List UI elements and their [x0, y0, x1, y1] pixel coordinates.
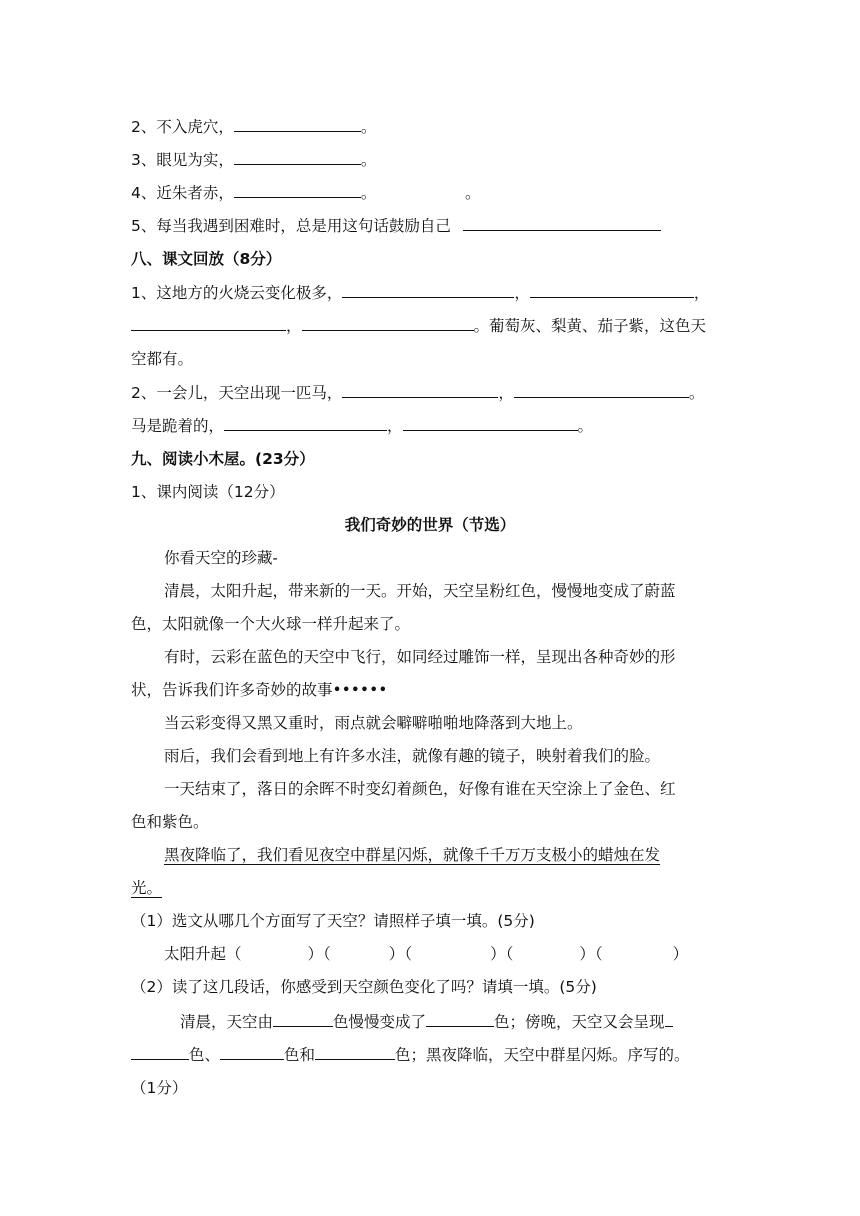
answer-blank[interactable]: [131, 316, 286, 331]
answer-blank[interactable]: [220, 1045, 284, 1060]
comma: ，: [498, 384, 514, 402]
reading-question-2: （2）读了这几段话，你感受到天空颜色变化了吗？请填一填。(5分): [131, 978, 597, 996]
reading-q2-line1: [180, 1012, 673, 1032]
answer-blank[interactable]: [342, 283, 514, 298]
paren-close: ）: [388, 945, 405, 963]
paren-close: ）: [579, 945, 595, 963]
paren-open: （: [594, 945, 603, 963]
recall-q2-line1: [131, 383, 704, 403]
recall-q1-line2: [131, 316, 706, 336]
reading-question-1: （1）选文从哪几个方面写了天空？请照样子填一填。(5分): [131, 912, 535, 930]
question-text: 色和: [284, 1046, 316, 1064]
paren-open: （: [505, 945, 514, 963]
passage-paragraph-underlined: 黑夜降临了，我们看见夜空中群星闪烁，就像千千万万支极小的蜡烛在发: [164, 846, 661, 864]
period: 。: [577, 417, 594, 435]
passage-paragraph: 雨后，我们会看到地上有许多水洼，就像有趣的镜子，映射着我们的脸。: [164, 747, 661, 765]
idiom-item-3: [131, 150, 376, 170]
answer-blank[interactable]: [463, 216, 661, 231]
recall-q2-line2: [131, 416, 593, 436]
period: 。: [688, 384, 705, 402]
reading-q2-line3: （1分）: [131, 1079, 188, 1097]
reading-q2-line2: [131, 1045, 690, 1065]
answer-blank[interactable]: [342, 383, 498, 398]
comma: ，: [387, 417, 403, 435]
recall-q1-line1: [131, 283, 709, 303]
question-text: 色；傍晚，天空又会呈现: [494, 1013, 665, 1031]
answer-blank[interactable]: [234, 150, 361, 165]
answer-blank[interactable]: [234, 117, 361, 132]
idiom-item-5: [131, 216, 661, 236]
paren-close: ）: [490, 945, 506, 963]
passage-paragraph: 当云彩变得又黑又重时，雨点就会噼噼啪啪地降落到大地上。: [164, 714, 583, 732]
question-text: 色、: [189, 1046, 221, 1064]
idiom-prefix: 4、近朱者赤，: [131, 184, 234, 202]
section-8-heading: 八、课文回放（8分）: [131, 250, 282, 268]
passage-paragraph: 色和紫色。: [131, 813, 209, 831]
idiom-item-4: [131, 183, 376, 203]
idiom-prefix: 3、眼见为实，: [131, 151, 234, 169]
example-label: 太阳升起（: [164, 945, 242, 963]
question-text: 2、一会儿，天空出现一匹马，: [131, 384, 343, 402]
question-text: 色；黑夜降临，天空中群星闪烁。序写的。: [395, 1046, 690, 1064]
answer-blank[interactable]: [131, 1045, 189, 1060]
question-text: 清晨，天空由: [180, 1013, 274, 1031]
comma: ，: [286, 317, 302, 335]
paren-close: ）: [307, 945, 324, 963]
question-text: 1、这地方的火烧云变化极多，: [131, 284, 343, 302]
stray-period: 。: [465, 184, 481, 202]
idiom-suffix: 。: [360, 118, 377, 136]
answer-blank[interactable]: [530, 283, 694, 298]
paren-open: （: [404, 945, 413, 963]
paren-close: ）: [672, 945, 689, 963]
answer-blank[interactable]: [665, 1012, 673, 1027]
comma: ，: [693, 284, 710, 302]
passage-title: 我们奇妙的世界（节选）: [344, 516, 516, 534]
answer-blank[interactable]: [426, 1012, 494, 1027]
idiom-item-2: [131, 117, 376, 137]
paren-open: （: [323, 945, 331, 963]
passage-paragraph: 清晨，太阳升起，带来新的一天。开始，天空呈粉红色，慢慢地变成了蔚蓝: [164, 582, 676, 600]
idiom-suffix: 。: [360, 184, 377, 202]
question-text: 。葡萄灰、梨黄、茄子紫，这色天: [473, 317, 707, 335]
comma: ，: [514, 284, 530, 302]
answer-blank[interactable]: [234, 183, 361, 198]
passage-paragraph: 状，告诉我们许多奇妙的故事••••••: [131, 681, 388, 699]
reading-q1-answers: [164, 944, 688, 964]
answer-blank[interactable]: [514, 383, 689, 398]
answer-blank[interactable]: [273, 1012, 333, 1027]
idiom-prefix: 2、不入虎穴，: [131, 118, 234, 136]
reading-subheading: 1、课内阅读（12分）: [131, 483, 285, 501]
question-text: 色慢慢变成了: [333, 1013, 427, 1031]
recall-q1-line3: 空都有。: [131, 350, 194, 368]
passage-paragraph: 一天结束了，落日的余晖不时变幻着颜色，好像有谁在天空涂上了金色、红: [164, 780, 676, 798]
answer-blank[interactable]: [302, 316, 474, 331]
answer-blank[interactable]: [403, 416, 578, 431]
section-9-heading: 九、阅读小木屋。(23分）: [131, 450, 315, 468]
answer-blank[interactable]: [224, 416, 387, 431]
idiom-suffix: 。: [360, 151, 377, 169]
passage-paragraph: 有时，云彩在蓝色的天空中飞行，如同经过雕饰一样，呈现出各种奇妙的形: [164, 648, 676, 666]
answer-blank[interactable]: [315, 1045, 395, 1060]
passage-paragraph-underlined: 光。: [131, 879, 163, 897]
idiom-prefix: 5、每当我遇到困难时，总是用这句话鼓励自己: [131, 217, 451, 235]
question-text: 马是跪着的，: [131, 417, 225, 435]
passage-paragraph: 你看天空的珍藏-: [164, 549, 278, 567]
passage-paragraph: 色，太阳就像一个大火球一样升起来了。: [131, 615, 411, 633]
